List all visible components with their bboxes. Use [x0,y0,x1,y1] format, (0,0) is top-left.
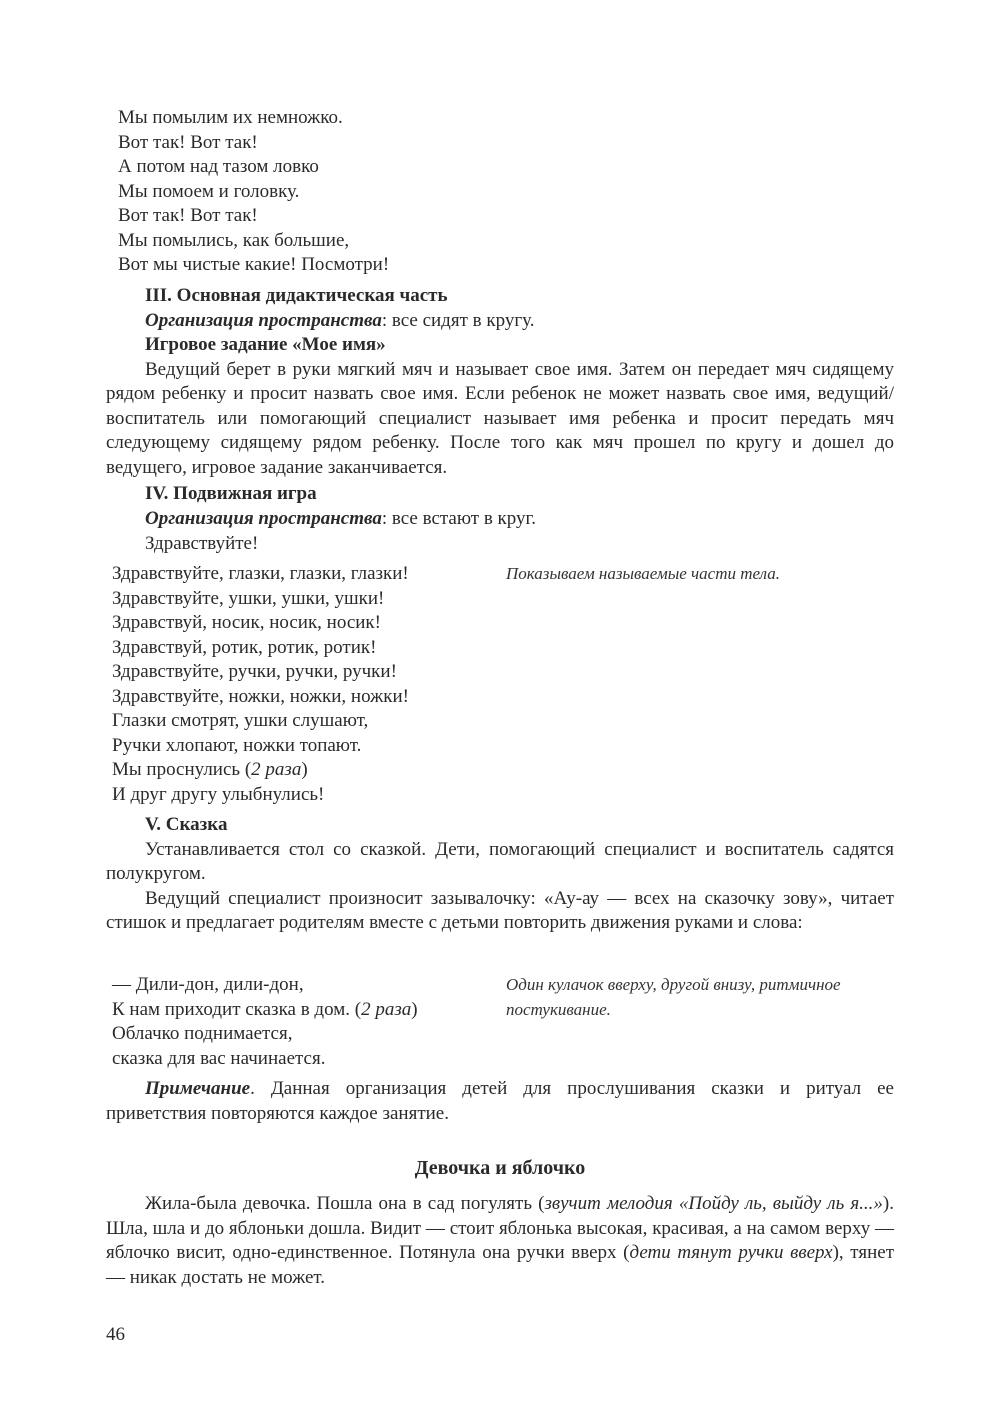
section3-organization [145,309,534,334]
rhyme-text: ) [411,998,418,1020]
poem1-line: Вот так! Вот так! [118,205,258,226]
poem1-line: Вот мы чистые какие! Посмотри! [118,254,390,275]
song-line: Здравствуй, ротик, ротик, ротик! [112,636,377,658]
movement-note: Показываем называемые части тела. [506,564,781,583]
story-paragraph [106,1192,894,1290]
rhyme-text: К нам приходит сказка в дом. ( [112,998,362,1020]
song-line: Ручки хлопают, ножки топают. [112,734,362,756]
song-line-text: Мы проснулись ( [112,759,252,780]
song-line: Глазки смотрят, ушки слушают, [112,710,369,731]
section5-heading: V. Сказка [145,814,228,835]
song-line: Здравствуйте, ушки, ушки, ушки! [112,587,385,609]
remark-label: Примечание [145,1078,251,1099]
movement-note: постукивание. [506,999,611,1019]
story-text: ), тянет — никак достать не может. [106,1242,894,1288]
poem1-line: Мы помоем и головку. [118,180,300,202]
remark-paragraph [106,1077,894,1126]
poem1-line: Вот так! Вот так! [118,131,258,153]
section5-paragraph: Ведущий специалист произносит зазывалочку: «Ау-ау — всех на сказочку зову», читает стишок и предлагает родителям вместе с детьми повторить движения руками и слова: [106,887,894,933]
repeat-note: 2 раза [361,998,412,1020]
movement-note: Один кулачок вверху, другой внизу, ритмичное [506,975,841,994]
song-title: Здравствуйте! [145,532,259,554]
song-line: Здравствуйте, ножки, ножки, ножки! [112,685,409,707]
rhyme-line [112,998,418,1023]
organization-label: Организация пространства [145,508,382,529]
organization-label: Организация пространства [145,309,382,331]
rhyme-line: — Дили-дон, дили-дон, [112,974,304,995]
task-heading: Игровое задание «Мое имя» [145,334,386,355]
rhyme-line: сказка для вас начинается. [112,1047,326,1069]
song-line: Здравствуй, носик, носик, носик! [112,612,381,633]
song-line: Здравствуйте, глазки, глазки, глазки! [112,563,409,584]
song-line: И друг другу улыбнулись! [112,783,325,805]
section3-paragraph: Ведущий берет в руки мягкий мяч и называет свое имя. Затем он передает мяч сидящему рядом ребенку и просит назвать свое имя. Если ребенок не может назвать свое имя, ведущий/воспитатель или помогающий специалист называет имя ребенка и просит передать мяч следующему сидящему рядом ребенку. После того как мяч прошел по кругу и дошел до ведущего, игровое задание заканчивается. [106,358,894,478]
story-stage-direction: дети тянут ручки вверх [629,1242,833,1263]
poem1-line: Мы помылим их немножко. [118,107,343,128]
story-text: Жила-была девочка. Пошла она в сад погулять ( [145,1193,545,1214]
story-stage-direction: звучит мелодия «Пойду ль, выйду ль я...» [544,1193,883,1214]
organization-text: : все встают в круг. [381,508,536,529]
poem1-line: А потом над тазом ловко [118,156,319,177]
organization-text: : все сидят в кругу. [381,309,535,331]
poem1-line: Мы помылись, как большие, [118,229,350,251]
section5-paragraph: Устанавливается стол со сказкой. Дети, помогающий специалист и воспитатель садятся полукругом. [106,838,894,884]
story-title: Девочка и яблочко [414,1157,586,1179]
story-text: ). Шла, шла и до яблоньки дошла. Видит — стоит яблонька высокая, красивая, а на самом верху — яблочко висит, одно-единственное. Потянула она ручки вверх ( [106,1193,894,1263]
remark-text: . Данная организация детей для прослушивания сказки и ритуал ее приветствия повторяются каждое занятие. [106,1078,894,1124]
page-number: 46 [106,1324,125,1345]
section4-organization [145,507,536,532]
song-line [112,758,308,783]
repeat-note: 2 раза [251,759,302,780]
section4-heading: IV. Подвижная игра [145,483,317,504]
section3-heading: III. Основная дидактическая часть [145,285,448,306]
song-line-text: ) [301,759,308,780]
song-line: Здравствуйте, ручки, ручки, ручки! [112,661,397,682]
rhyme-line: Облачко поднимается, [112,1023,293,1044]
